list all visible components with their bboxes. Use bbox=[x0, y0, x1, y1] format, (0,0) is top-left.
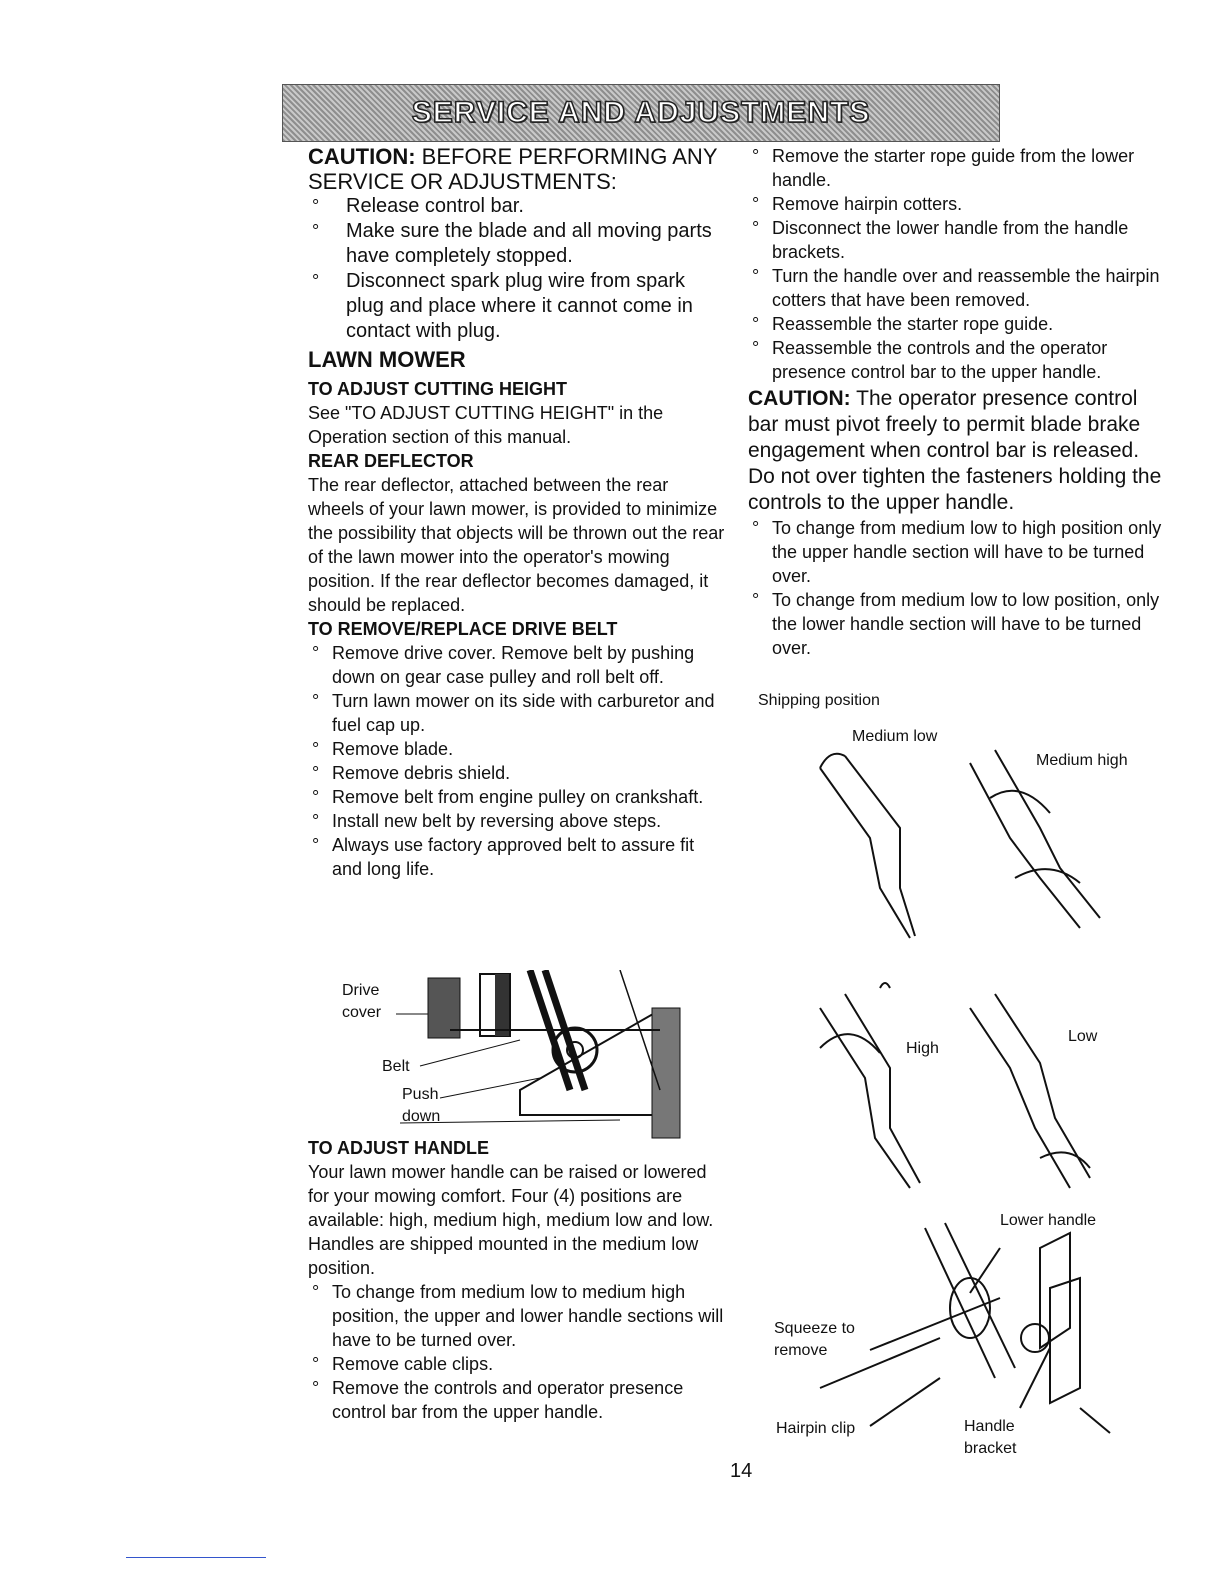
handle-positions-figure bbox=[750, 688, 1170, 1468]
list-item: ° To change from medium low to high position only the upper handle section will have to be turned over. bbox=[748, 516, 1168, 588]
handle-steps-list bbox=[748, 144, 1168, 384]
caution-text: BEFORE PERFORMING ANY SERVICE OR ADJUSTMENTS: bbox=[308, 144, 718, 194]
section-banner bbox=[282, 84, 1000, 142]
push-label: Push bbox=[402, 1086, 439, 1103]
rear-deflector-text: The rear deflector, attached between the rear wheels of your lawn mower, is provided to minimize the possibility that objects will be thrown out the rear of the lawn mower into the operator's mowing position. If the rear deflector becomes damaged, it should be replaced. bbox=[308, 475, 725, 615]
control-bar-caution bbox=[748, 386, 1168, 516]
rear-deflector-heading: REAR DEFLECTOR bbox=[308, 451, 474, 471]
bracket-label: bracket bbox=[964, 1440, 1017, 1457]
cutting-height-heading: TO ADJUST CUTTING HEIGHT bbox=[308, 379, 568, 399]
list-item: ° Reassemble the controls and the operator presence control bar to the upper handle. bbox=[748, 336, 1168, 384]
page-title: SERVICE AND ADJUSTMENTS bbox=[411, 96, 871, 129]
caution-label: CAUTION: bbox=[748, 387, 851, 410]
caution-label: CAUTION: bbox=[308, 144, 416, 169]
left-column bbox=[308, 144, 728, 881]
list-item: ° Remove belt from engine pulley on crankshaft. bbox=[308, 785, 728, 809]
cutting-height-text: See "TO ADJUST CUTTING HEIGHT" in the Operation section of this manual. bbox=[308, 403, 664, 447]
position-change-list bbox=[748, 516, 1168, 660]
handle-heading: TO ADJUST HANDLE bbox=[308, 1138, 490, 1158]
drive-belt-list bbox=[308, 641, 728, 881]
high-label: High bbox=[906, 1040, 939, 1057]
list-item: ° Remove hairpin cotters. bbox=[748, 192, 1168, 216]
list-item: ° Remove the controls and operator presence control bar from the upper handle. bbox=[308, 1376, 728, 1424]
caution-text: The operator presence control bar must pivot freely to permit blade brake engagement when control bar is released. Do not over tighten the fasteners holding the controls to the upper handle. bbox=[748, 387, 1162, 514]
belt-diagram-illustration bbox=[330, 970, 700, 1140]
list-item: ° Install new belt by reversing above steps. bbox=[308, 809, 728, 833]
list-item: ° Remove the starter rope guide from the lower handle. bbox=[748, 144, 1168, 192]
list-item: ° Reassemble the starter rope guide. bbox=[748, 312, 1168, 336]
shipping-position-label: Shipping position bbox=[758, 692, 880, 709]
medium-high-label: Medium high bbox=[1036, 752, 1128, 769]
list-item: ° Make sure the blade and all moving parts have completely stopped. bbox=[308, 219, 728, 269]
drive-belt-figure bbox=[330, 970, 700, 1140]
drive-belt-heading: TO REMOVE/REPLACE DRIVE BELT bbox=[308, 619, 618, 639]
medium-low-label: Medium low bbox=[852, 728, 938, 745]
handle-section bbox=[308, 1136, 728, 1424]
cover-label: cover bbox=[342, 1004, 382, 1021]
list-item: ° To change from medium low to medium high position, the upper and lower handle sections will have to be turned over. bbox=[308, 1280, 728, 1352]
squeeze-to-label: Squeeze to bbox=[774, 1320, 855, 1337]
belt-label: Belt bbox=[382, 1058, 410, 1075]
list-item: ° Disconnect spark plug wire from spark plug and place where it cannot come in contact with plug. bbox=[308, 269, 728, 344]
list-item: ° To change from medium low to low position, only the lower handle section will have to be turned over. bbox=[748, 588, 1168, 660]
lawn-mower-heading: LAWN MOWER bbox=[308, 347, 466, 372]
list-item: ° Turn lawn mower on its side with carburetor and fuel cap up. bbox=[308, 689, 728, 737]
handle-list bbox=[308, 1280, 728, 1424]
footer-divider bbox=[126, 1557, 266, 1558]
page-number: 14 bbox=[730, 1460, 753, 1482]
right-column bbox=[748, 144, 1168, 660]
list-item: ° Remove blade. bbox=[308, 737, 728, 761]
list-item: ° Always use factory approved belt to assure fit and long life. bbox=[308, 833, 728, 881]
handle-label: Handle bbox=[964, 1418, 1015, 1435]
remove-label: remove bbox=[774, 1342, 828, 1359]
list-item: ° Remove drive cover. Remove belt by pushing down on gear case pulley and roll belt off. bbox=[308, 641, 728, 689]
list-item: ° Remove debris shield. bbox=[308, 761, 728, 785]
list-item: ° Disconnect the lower handle from the handle brackets. bbox=[748, 216, 1168, 264]
down-label: down bbox=[402, 1108, 441, 1125]
list-item: ° Remove cable clips. bbox=[308, 1352, 728, 1376]
low-label: Low bbox=[1068, 1028, 1098, 1045]
list-item: ° Turn the handle over and reassemble the hairpin cotters that have been removed. bbox=[748, 264, 1168, 312]
caution-heading bbox=[308, 144, 728, 194]
hairpin-clip-label: Hairpin clip bbox=[776, 1420, 856, 1437]
handle-text: Your lawn mower handle can be raised or lowered for your mowing comfort. Four (4) positions are available: high, medium high, medium low and low. Handles are shipped mounted in the medium low position. bbox=[308, 1162, 714, 1278]
list-item: ° Release control bar. bbox=[308, 194, 728, 219]
caution-list bbox=[308, 194, 728, 344]
lower-handle-label: Lower handle bbox=[1000, 1212, 1097, 1229]
drive-label: Drive bbox=[342, 982, 380, 999]
